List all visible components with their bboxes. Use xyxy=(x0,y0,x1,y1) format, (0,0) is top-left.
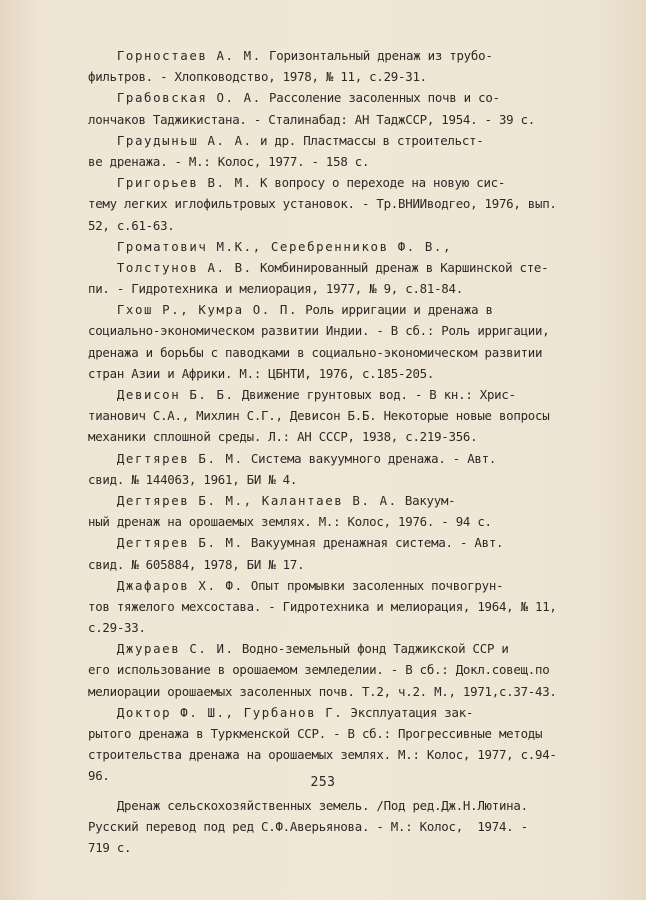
entry-title-text: и др. Пластмассы в строительст- xyxy=(252,132,484,148)
entry-continuation-line: его использование в орошаемом земледелии. - В сб.: Докл.совещ.по xyxy=(88,662,550,678)
entry-first-line xyxy=(88,448,608,469)
entry-title-text: Опыт промывки засоленных почвогрун- xyxy=(243,577,504,593)
entry-continuation-line: строительства дренажа на орошаемых землях. М.: Колос, 1977, с.94- xyxy=(88,747,557,763)
entry-continuation-line: ный дренаж на орошаемых землях. М.: Колос, 1976. - 94 с. xyxy=(88,514,492,530)
entry-title-text: Роль ирригации и дренажа в xyxy=(298,302,493,318)
entry-title-text: Дренаж сельскохозяйственных земель. /Под ред.Дж.Н.Лютина. xyxy=(116,797,528,813)
entry-author: Граудыньш А. А. xyxy=(116,132,253,148)
entry-first-line xyxy=(88,702,608,723)
entry-author: Дегтярев Б. М. xyxy=(116,535,244,551)
bibliography-entry xyxy=(88,448,608,490)
entry-continuation-line: 719 с. xyxy=(88,839,132,855)
entry-first-line xyxy=(88,532,608,553)
entry-author: Гхош Р., Кумра О. П. xyxy=(116,302,299,318)
entry-author: Дегтярев Б. М., Калантаев В. А. xyxy=(116,492,398,508)
entry-author: Григорьев В. М. xyxy=(116,175,253,191)
bibliography-entry xyxy=(88,795,608,859)
entry-first-line xyxy=(88,87,608,108)
bibliography-list xyxy=(88,45,608,858)
entry-continuation-line: 96. xyxy=(88,768,110,784)
entry-title-text: Вакуумная дренажная система. - Авт. xyxy=(243,535,504,551)
entry-continuation-line: пи. - Гидротехника и мелиорация, 1977, № 9, с.81-84. xyxy=(88,281,463,297)
entry-continuation-line: свид. № 144063, 1961, БИ № 4. xyxy=(88,471,298,487)
entry-author: Горностаев А. М. xyxy=(116,48,262,63)
bibliography-entry xyxy=(88,236,608,300)
entry-first-line xyxy=(88,490,608,511)
bibliography-entry xyxy=(88,130,608,172)
entry-first-line xyxy=(88,45,608,66)
entry-first-line xyxy=(88,795,608,816)
entry-continuation-line: ве дренажа. - М.: Колос, 1977. - 158 с. xyxy=(88,153,370,169)
entry-title-text: Рассоление засоленных почв и со- xyxy=(261,90,500,106)
entry-continuation-line: тов тяжелого мехсостава. - Гидротехника и мелиорация, 1964, № 11, xyxy=(88,598,557,614)
entry-author: Джафаров Х. Ф. xyxy=(116,577,244,593)
bibliography-entry xyxy=(88,532,608,574)
bibliography-entry xyxy=(88,638,608,702)
entry-continuation-line: 52, с.61-63. xyxy=(88,217,175,233)
entry-continuation-line: социально-экономическом развитии Индии. - В сб.: Роль ирригации, xyxy=(88,323,550,339)
entry-continuation-line: свид. № 605884, 1978, БИ № 17. xyxy=(88,556,305,572)
entry-author: Девисон Б. Б. xyxy=(116,387,235,402)
entry-author: Грабовская О. А. xyxy=(116,90,262,106)
page-number: 253 xyxy=(310,775,336,790)
entry-continuation-line: тему легких иглофильтровых установок. - Тр.ВНИИводгео, 1976, вып. xyxy=(88,196,557,212)
entry-title-text: Водно-земельный фонд Таджикской ССР и xyxy=(234,641,509,657)
entry-continuation-line: мелиорации орошаемых засоленных почв. Т.2, ч.2. М., 1971,с.37-43. xyxy=(88,683,557,699)
entry-continuation-line: лончаков Таджикистана. - Сталинабад: АН ТаджССР, 1954. - 39 с. xyxy=(88,111,536,127)
entry-author: Доктор Ф. Ш., Гурбанов Г. xyxy=(116,704,344,720)
entry-continuation-line: тианович С.А., Михлин С.Г., Девисон Б.Б. Некоторые новые вопросы xyxy=(88,408,550,424)
entry-first-line xyxy=(88,575,608,596)
bibliography-entry xyxy=(88,45,608,87)
bibliography-entry xyxy=(88,702,608,787)
entry-continuation-line: Русский перевод под ред С.Ф.Аверьянова. - М.: Колос, 1974. - xyxy=(88,818,528,834)
entry-first-line xyxy=(88,638,608,659)
entry-first-line xyxy=(88,236,608,257)
entry-author: Джураев С. И. xyxy=(116,641,235,657)
entry-author: Громатович М.К., Серебренников Ф. В., xyxy=(116,238,453,254)
entry-title-text: К вопросу о переходе на новую сис- xyxy=(252,175,506,191)
entry-title-text: Система вакуумного дренажа. - Авт. xyxy=(243,450,497,466)
bibliography-entry xyxy=(88,575,608,639)
bibliography-entry xyxy=(88,299,608,384)
entry-continuation-line: с.29-33. xyxy=(88,620,146,636)
entry-author: Толстунов А. В. xyxy=(116,259,253,275)
bibliography-entry xyxy=(88,384,608,448)
entry-continuation-line: стран Азии и Африки. М.: ЦБНТИ, 1976, с.185-205. xyxy=(88,365,435,381)
entry-title-text: Комбинированный дренаж в Каршинской сте- xyxy=(252,259,549,275)
entry-first-line xyxy=(88,130,608,151)
entry-first-line xyxy=(88,384,608,405)
bibliography-entry xyxy=(88,490,608,532)
entry-first-line xyxy=(88,172,608,193)
entry-title-text: Эксплуатация зак- xyxy=(343,704,474,720)
entry-title-text: Вакуум- xyxy=(397,492,456,508)
entry-continuation-line: фильтров. - Хлопководство, 1978, № 11, с.29-31. xyxy=(88,69,427,85)
entry-author: Дегтярев Б. М. xyxy=(116,450,244,466)
entry-continuation-line: механики сплошной среды. Л.: АН СССР, 1938, с.219-356. xyxy=(88,429,478,445)
bibliography-entry xyxy=(88,172,608,236)
entry-title-text: Горизонтальный дренаж из трубо- xyxy=(261,48,493,63)
bibliography-entry xyxy=(88,87,608,129)
entry-continuation-line: рытого дренажа в Туркменской ССР. - В сб.: Прогрессивные методы xyxy=(88,726,543,741)
entry-first-line xyxy=(88,257,608,278)
entry-continuation-line: дренажа и борьбы с паводками в социально-экономическом развитии xyxy=(88,344,543,360)
entry-title-text: Движение грунтовых вод. - В кн.: Хрис- xyxy=(234,387,516,402)
entry-first-line xyxy=(88,299,608,320)
